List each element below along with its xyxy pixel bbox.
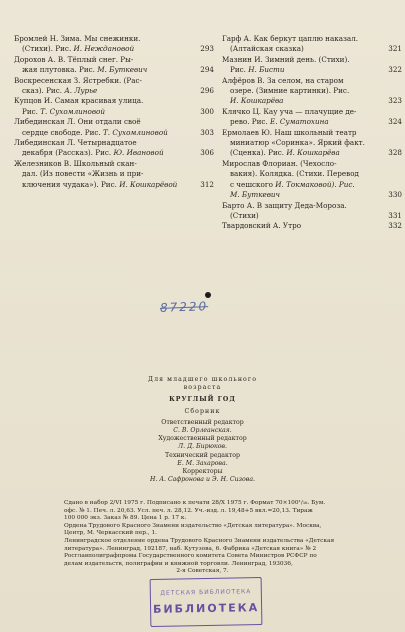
art-editor-label: Художественный редактор [158, 435, 247, 443]
tech-editor-name: Е. М. Захарова. [177, 459, 228, 467]
library-stamp [150, 577, 263, 627]
toc-entry: Дорохов А. В. Тёплый снег. Ры- жая плутовка. Рис. М. Буткевич 294 [14, 54, 214, 75]
toc-page-number: 323 [388, 96, 402, 106]
bib-line: литература». Ленинград, 192187, наб. Кутузова, 6. Фабрика «Детская книга» № 2 [64, 545, 317, 552]
toc-page-number: 332 [388, 221, 402, 231]
toc-entry: Гарф А. Как беркут цаплю наказал. (Алтайская сказка) 321 [222, 34, 402, 54]
art-editor-name: Л. Д. Бирюков. [178, 443, 227, 451]
bib-line: делам издательств, полиграфии и книжной торговли. Ленинград, 193036, [64, 560, 293, 567]
toc-entry: Купцов И. Самая красивая улица. Рис. Т. Сухомлиновой 300 [14, 96, 214, 116]
toc-entry: Мирослав Флориан. (Чехосло- вакия). Колядка. (Стихи. Перевод с чешского И. Токмаковой). Рис. М. Буткевич 330 [222, 158, 402, 200]
toc-entry: Бромлей Н. Зима. Мы снежинки. (Стихи). Рис. И. Неждановой 293 [14, 34, 214, 54]
toc-right-column [222, 34, 402, 232]
toc-page-number: 296 [200, 86, 214, 96]
toc-entry: Твардовский А. Утро 332 [222, 221, 402, 231]
toc-entry: Либединская Л. Четырнадцатое декабря (Рассказ). Рис. Ю. Ивановой 306 [14, 138, 214, 158]
bib-line: офс. № 1. Печ. л. 20,63. Усл. печ. л. 28,12. Уч.-изд. л. 19,48+5 вкл.=20,13. Тираж [64, 507, 313, 514]
toc-entry: Клячко Ц. Кау уча — плачущие де- рево. Рис. Е. Суматохина 324 [222, 106, 402, 127]
toc-left-column [14, 34, 214, 190]
bib-line: 100 000 экз. Заказ № 89. Цена 1 р. 17 к. [64, 515, 187, 522]
ornament-dot [205, 292, 211, 298]
toc-page-number: 328 [388, 148, 402, 158]
toc-entry: Ермолаев Ю. Наш школьный театр миниатюр «Соринка». Яркий факт. (Сценка). Рис. И. Кошкарёва 328 [222, 127, 402, 158]
toc-page-number: 306 [200, 148, 214, 158]
proof-names: Н. А. Сафронова и Э. Н. Сизова. [150, 476, 255, 484]
toc-entry: Мазнин И. Зимний день. (Стихи). Рис. Н. Бисти 322 [222, 54, 402, 75]
toc-entry: Железников В. Школьный скан- дал. (Из повести «Жизнь и при- ключения чудака»). Рис. И. Кошкарёвой 312 [14, 158, 214, 189]
editor-name: С. В. Орлеанская. [173, 427, 232, 435]
bib-line: Ордена Трудового Красного Знамени издательство «Детская литература». Москва, [64, 522, 322, 529]
toc-entry: Барто А. В защиту Деда-Мороза. (Стихи) 331 [222, 200, 402, 220]
bib-line: Росглавполиграфпрома Государственного комитета Совета Министров РСФСР по [64, 553, 317, 560]
book-subtitle: Сборник [184, 407, 221, 415]
toc-page-number: 293 [200, 44, 214, 54]
audience-line-2: возраста [183, 384, 222, 392]
editor-label: Ответственный редактор [161, 418, 244, 426]
stamp-main-text: БИБЛИОТЕКА [152, 601, 260, 616]
bib-line: 2-я Советская, 7. [176, 568, 229, 575]
tech-editor-label: Технический редактор [165, 451, 240, 459]
toc-page-number: 330 [388, 190, 402, 200]
imprint-block [0, 376, 405, 484]
stamp-top-text: ДЕТСКАЯ БИБЛИОТЕКА [160, 588, 252, 597]
toc-entry: Воскресенская З. Ястребки. (Рас- сказ). Рис. А. Лурье 296 [14, 75, 214, 96]
toc-page-number: 322 [388, 65, 402, 75]
toc-entry: Либединская Л. Они отдали своё сердце свободе. Рис. Т. Сухомлиновой 303 [14, 117, 214, 137]
toc-page-number: 331 [388, 210, 402, 220]
toc-page-number: 321 [388, 44, 402, 54]
bib-line: Центр, М. Черкасский пер., 1. [64, 530, 158, 537]
toc-entry: Алфёров В. За селом, на старом озере. (Зимние картинки). Рис. И. Кошкарёва 323 [222, 75, 402, 106]
book-title: КРУГЛЫЙ ГОД [169, 396, 236, 404]
inventory-number: 87220 [159, 299, 209, 315]
toc-page-number: 294 [200, 65, 214, 75]
toc-page-number: 324 [388, 117, 402, 127]
bib-line: Сдано в набор 2/VI 1975 г. Подписано к печати 28/X 1975 г. Формат 70×100¹/₁₆. Бум. [64, 500, 326, 506]
toc-page-number: 303 [200, 127, 214, 137]
proof-label: Корректоры [182, 468, 223, 476]
bibliographic-data [0, 500, 405, 576]
toc-page-number: 312 [200, 179, 214, 189]
audience-line: Для младшего школьного [147, 376, 258, 383]
toc-page-number: 300 [200, 106, 214, 116]
bib-line: Ленинградское отделение ордена Трудового Красного Знамени издательства «Детская [64, 537, 335, 544]
